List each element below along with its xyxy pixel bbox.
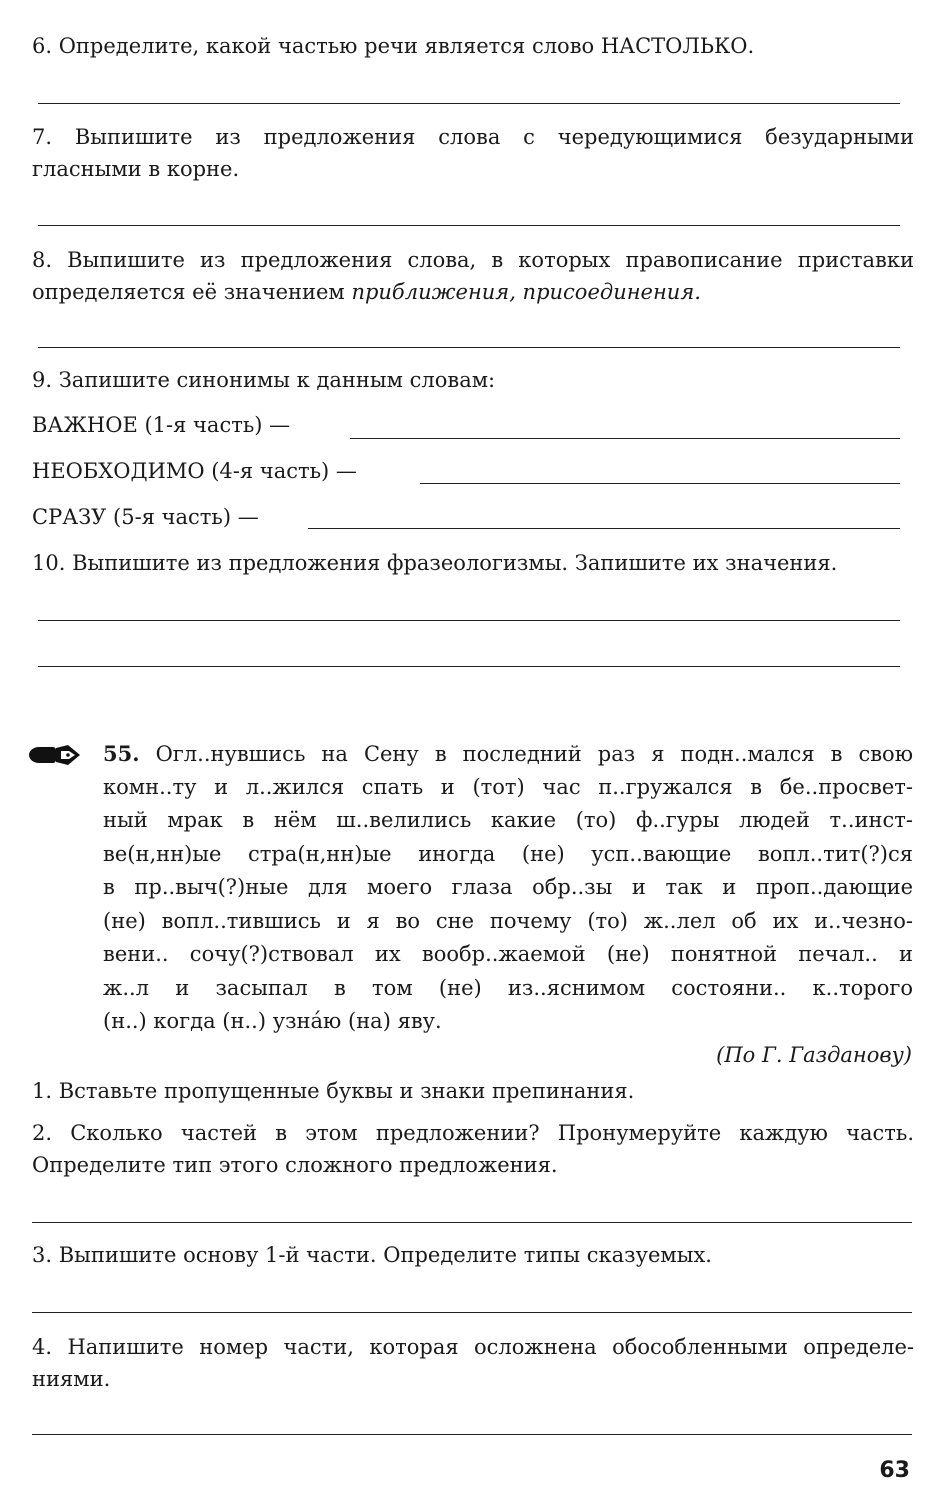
question-8-text: определяется её значением xyxy=(32,280,352,304)
answer-line-q8[interactable] xyxy=(38,347,900,348)
task-4-line-1: 4. Напишите номер части, которая осложнена обособленными определе- xyxy=(32,1335,914,1359)
synonym-label-2: НЕОБХОДИМО (4-я часть) — xyxy=(32,459,357,483)
exercise-line-9: (н..) когда (н..) узна́ю (на) яву. xyxy=(103,1009,442,1033)
exercise-line-1: 55. Огл..нувшись на Сену в последний раз я подн..мался в свою xyxy=(103,741,913,766)
attribution: (По Г. Газданову) xyxy=(716,1043,912,1067)
fountain-pen-icon xyxy=(28,742,82,773)
question-6: 6. Определите, какой частью речи является слово НАСТОЛЬКО. xyxy=(32,34,755,58)
task-2-line-1: 2. Сколько частей в этом предложении? Пронумеруйте каждую часть. xyxy=(32,1121,914,1145)
question-9-title: 9. Запишите синонимы к данным словам: xyxy=(32,368,496,392)
task-1: 1. Вставьте пропущенные буквы и знаки препинания. xyxy=(32,1079,635,1103)
answer-line-q10-2[interactable] xyxy=(38,666,900,667)
exercise-line-7: вени.. сочу(?)ствовал их вообр..жаемой (не) понятной печал.. и xyxy=(103,942,913,966)
synonym-label-3: СРАЗУ (5-я часть) — xyxy=(32,505,259,529)
question-8-italic: приближения, присоединения. xyxy=(351,280,701,304)
exercise-line-5: в пр..выч(?)ные для моего глаза обр..зы и так и проп..дающие xyxy=(103,875,913,899)
answer-line-task-4[interactable] xyxy=(32,1434,912,1435)
synonym-label-1: ВАЖНОЕ (1-я часть) — xyxy=(32,413,291,437)
exercise-number: 55. xyxy=(103,741,140,766)
exercise-line-2: комн..ту и л..жился спать и (тот) час п..гружался в бе..просвет- xyxy=(103,775,913,799)
question-8-line-2 xyxy=(32,280,701,304)
answer-line-q6[interactable] xyxy=(38,103,900,104)
task-3: 3. Выпишите основу 1-й части. Определите типы сказуемых. xyxy=(32,1243,712,1267)
task-2-line-2: Определите тип этого сложного предложения. xyxy=(32,1153,558,1177)
answer-line-q7[interactable] xyxy=(38,225,900,226)
exercise-line-4: ве(н,нн)ые стра(н,нн)ые иногда (не) усп..вающие вопл..тит(?)ся xyxy=(103,842,913,866)
answer-line-task-3[interactable] xyxy=(32,1312,912,1313)
task-4-line-2: ниями. xyxy=(32,1367,111,1391)
question-7-line-2: гласными в корне. xyxy=(32,157,240,181)
question-10: 10. Выпишите из предложения фразеологизмы. Запишите их значения. xyxy=(32,551,838,575)
answer-line-q10-1[interactable] xyxy=(38,620,900,621)
synonym-answer-line-3[interactable] xyxy=(308,528,900,529)
exercise-line-8: ж..л и засыпал в том (не) из..яснимом состояни.. к..торого xyxy=(103,976,913,1000)
page-number: 63 xyxy=(879,1458,910,1483)
exercise-line-3: ный мрак в нём ш..велились какие (то) ф..гуры людей т..инст- xyxy=(103,808,913,832)
question-8-line-1: 8. Выпишите из предложения слова, в которых правописание приставки xyxy=(32,248,914,272)
synonym-answer-line-1[interactable] xyxy=(350,438,900,439)
answer-line-task-2[interactable] xyxy=(32,1222,912,1223)
exercise-line-6: (не) вопл..тившись и я во сне почему (то) ж..лел об их и..чезно- xyxy=(103,909,913,933)
question-7-line-1: 7. Выпишите из предложения слова с чередующимися безударными xyxy=(32,125,914,149)
synonym-answer-line-2[interactable] xyxy=(420,483,900,484)
